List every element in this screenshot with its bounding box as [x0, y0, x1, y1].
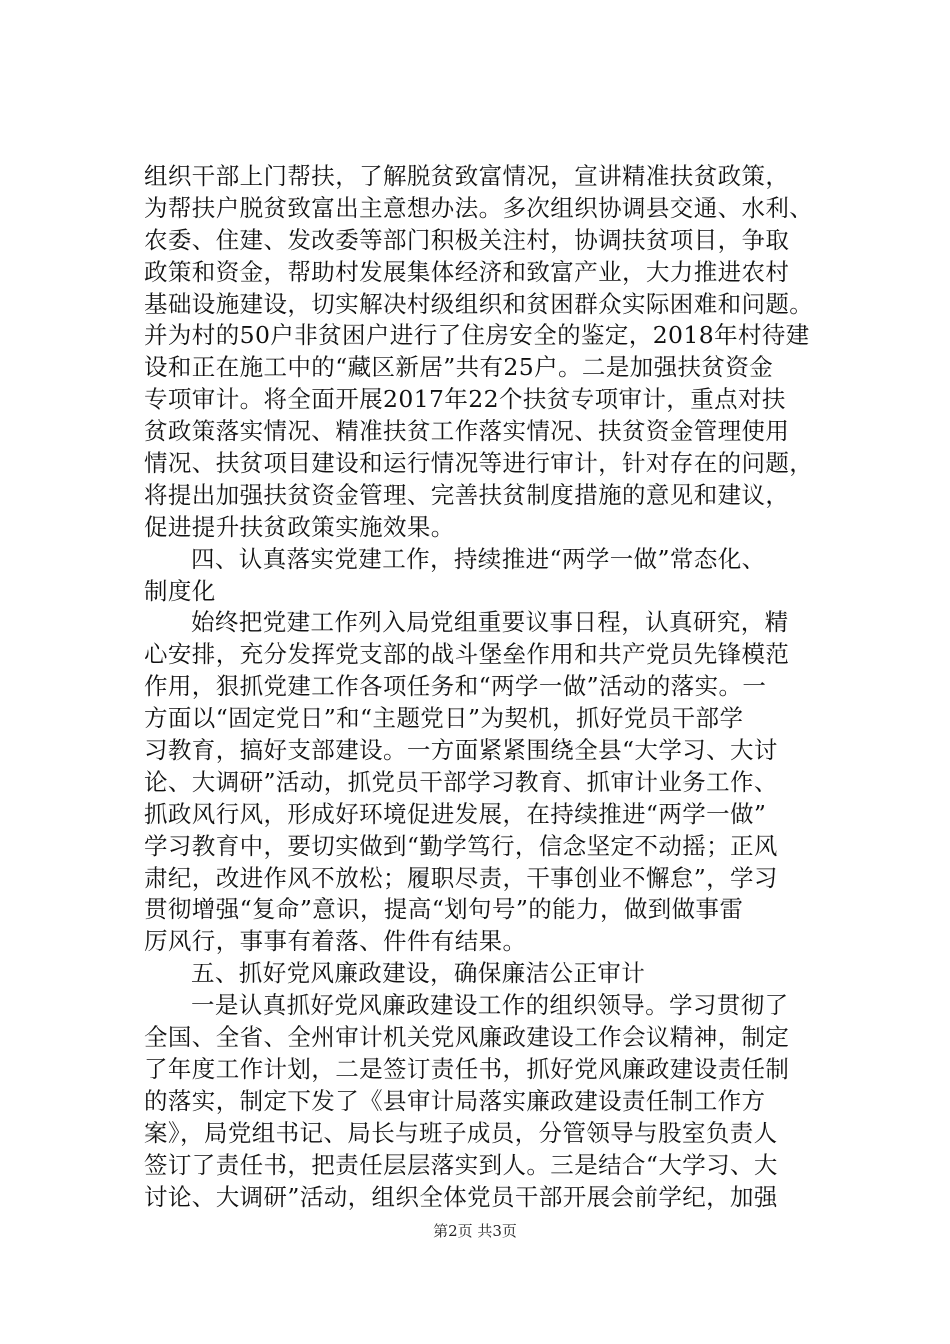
text-line: 设和正在施工中的“藏区新居”共有25户。二是加强扶贫资金	[144, 353, 774, 382]
text-line: 并为村的50户非贫困户进行了住房安全的鉴定，2018年村待建	[144, 321, 810, 350]
text-line: 作用，狠抓党建工作各项任务和“两学一做”活动的落实。一	[144, 672, 767, 701]
text-line: 的落实，制定下发了《县审计局落实廉政建设责任制工作方	[144, 1086, 766, 1115]
text-line: 政策和资金，帮助村发展集体经济和致富产业，大力推进农村	[144, 257, 790, 286]
text-line: 抓政风行风，形成好环境促进发展，在持续推进“两学一做”	[144, 799, 767, 828]
text-line: 基础设施建设，切实解决村级组织和贫困群众实际困难和问题。	[144, 289, 814, 318]
text-line: 案》，局党组书记、局长与班子成员，分管领导与股室负责人	[144, 1118, 778, 1147]
text-line: 情况、扶贫项目建设和运行情况等进行审计，针对存在的问题，	[144, 449, 814, 478]
text-line: 农委、住建、发改委等部门积极关注村，协调扶贫项目，争取	[144, 225, 790, 254]
text-line: 全国、全省、全州审计机关党风廉政建设工作会议精神，制定	[144, 1023, 790, 1052]
text-line: 了年度工作计划，二是签订责任书，抓好党风廉政建设责任制	[144, 1054, 790, 1083]
text-line: 厉风行，事事有着落、件件有结果。	[144, 927, 527, 956]
text-line: 肃纪，改进作风不放松；履职尽责，干事创业不懈怠”，学习	[144, 863, 778, 892]
text-line: 组织干部上门帮扶，了解脱贫致富情况，宣讲精准扶贫政策，	[144, 162, 790, 190]
text-line: 习教育，搞好支部建设。一方面紧紧围绕全县“大学习、大讨	[144, 736, 778, 765]
section-heading: 四、认真落实党建工作，持续推进“两学一做”常态化、	[191, 544, 766, 573]
text-line: 心安排，充分发挥党支部的战斗堡垒作用和共产党员先锋模范	[144, 640, 790, 669]
text-line: 签订了责任书，把责任层层落实到人。三是结合“大学习、大	[144, 1150, 778, 1179]
section-heading-cont: 制度化	[144, 576, 216, 605]
body-text	[144, 161, 856, 1213]
text-line: 为帮扶户脱贫致富出主意想办法。多次组织协调县交通、水利、	[144, 193, 814, 222]
text-line: 将提出加强扶贫资金管理、完善扶贫制度措施的意见和建议，	[144, 480, 790, 509]
text-line: 促进提升扶贫政策实施效果。	[144, 512, 455, 541]
section-heading: 五、抓好党风廉政建设，确保廉洁公正审计	[191, 959, 646, 988]
page-number-footer: 第2页 共3页	[433, 1222, 517, 1240]
text-line: 始终把党建工作列入局党组重要议事日程，认真研究，精	[191, 608, 789, 637]
text-line: 学习教育中，要切实做到“勤学笃行，信念坚定不动摇；正风	[144, 831, 778, 860]
text-line: 方面以“固定党日”和“主题党日”为契机，抓好党员干部学	[144, 704, 744, 733]
text-line: 贫政策落实情况、精准扶贫工作落实情况、扶贫资金管理使用	[144, 417, 790, 446]
text-line: 一是认真抓好党风廉政建设工作的组织领导。学习贯彻了	[191, 991, 789, 1020]
text-line: 论、大调研”活动，抓党员干部学习教育、抓审计业务工作、	[144, 767, 778, 796]
text-line: 讨论、大调研”活动，组织全体党员干部开展会前学纪，加强	[144, 1182, 778, 1211]
text-line: 专项审计。将全面开展2017年22个扶贫专项审计，重点对扶	[144, 385, 786, 414]
text-line: 贯彻增强“复命”意识，提高“划句号”的能力，做到做事雷	[144, 895, 744, 924]
